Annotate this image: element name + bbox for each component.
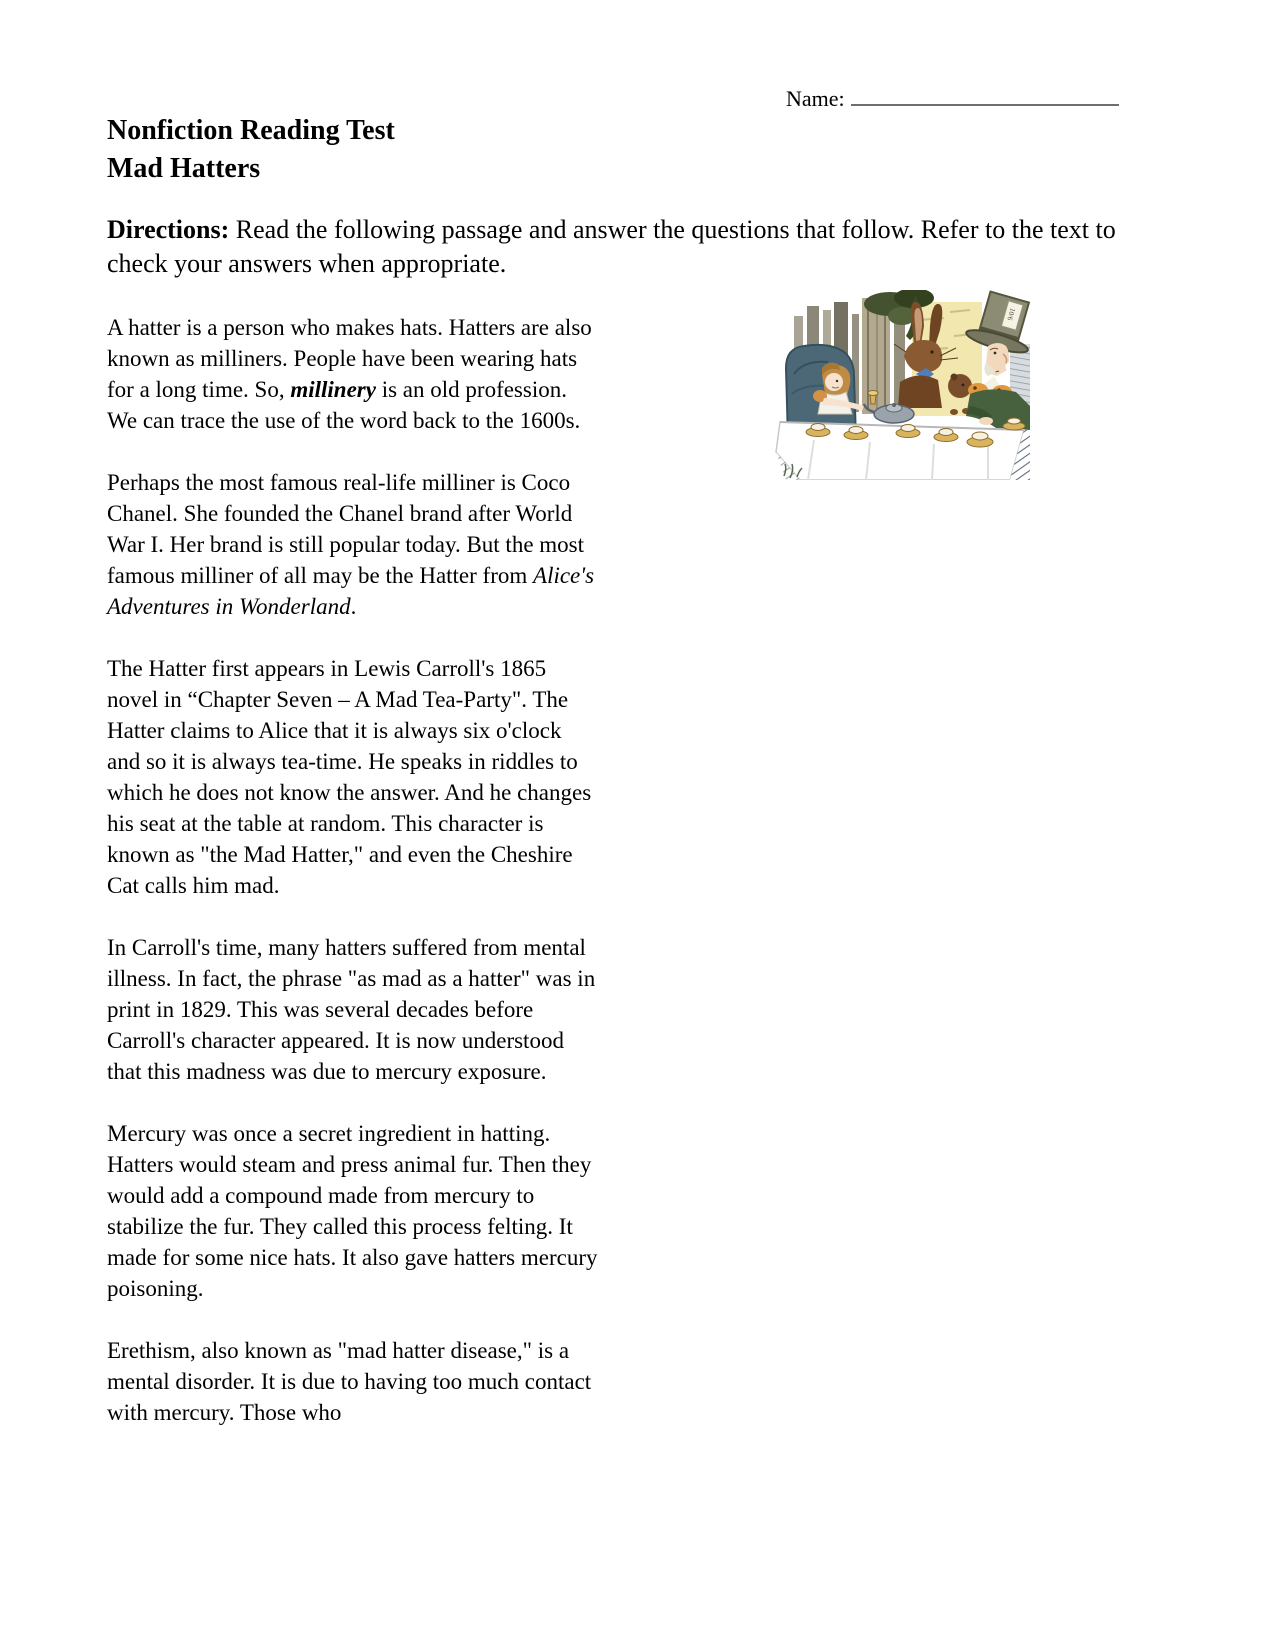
passage-column-left bbox=[107, 290, 599, 1428]
directions bbox=[107, 213, 1129, 281]
directions-text: Read the following passage and answer the questions that follow. Refer to the text to check your answers when appropriate. bbox=[107, 215, 1116, 278]
passage-text-segment: millinery bbox=[290, 377, 376, 402]
hat-price-tag: 10/6 bbox=[1005, 307, 1017, 322]
passage-text-segment: In Carroll's time, many hatters suffered from mental illness. In fact, the phrase "as mad as a hatter" was in print in 1829. This was several decades before Carroll's character appeared. It is now understood that this madness was due to mercury exposure. bbox=[107, 935, 596, 1084]
passage-text-segment: Alice's Adventures in Wonderland bbox=[107, 563, 595, 619]
mad-tea-party-illustration bbox=[773, 290, 1031, 480]
passage-columns bbox=[107, 290, 1112, 1428]
passage-paragraph bbox=[107, 1335, 599, 1428]
passage-paragraph bbox=[107, 467, 599, 622]
passage-text-segment: Mercury was once a secret ingredient in hatting. Hatters would steam and press animal fur. Then they would add a compound made from mercury to stabilize the fur. They called this process felting. It made for some nice hats. It also gave hatters mercury poisoning. bbox=[107, 1121, 598, 1301]
name-label: Name: bbox=[786, 86, 845, 111]
passage-text-segment: A hatter is a person who makes hats. Hatters are also known as milliners. People have been wearing hats for a long time. So, bbox=[107, 315, 592, 402]
name-row bbox=[786, 84, 1119, 112]
page-title-line1: Nonfiction Reading Test bbox=[107, 115, 395, 146]
passage-paragraph bbox=[107, 1118, 599, 1304]
passage-paragraph bbox=[107, 653, 599, 901]
passage-text-segment: The Hatter first appears in Lewis Carroll's 1865 novel in “Chapter Seven – A Mad Tea-Party". The Hatter claims to Alice that it is always six o'clock and so it is always tea-time. He speaks in riddles to which he does not know the answer. And he changes his seat at the table at random. This character is known as "the Mad Hatter," and even the Cheshire Cat calls him mad. bbox=[107, 656, 592, 898]
passage-text-segment: Erethism, also known as "mad hatter disease," is a mental disorder. It is due to having too much contact with mercury. Those who bbox=[107, 1338, 592, 1425]
page-title-line2: Mad Hatters bbox=[107, 153, 261, 184]
passage-paragraph bbox=[107, 312, 599, 436]
passage-text-segment: Perhaps the most famous real-life milliner is Coco Chanel. She founded the Chanel brand after World War I. Her brand is still popular today. But the most famous milliner of all may be the Hatter from bbox=[107, 470, 585, 588]
name-blank-field[interactable] bbox=[851, 84, 1119, 106]
passage-paragraph bbox=[107, 932, 599, 1087]
passage-text-segment: is an old profession. We can trace the use of the word back to the 1600s. bbox=[107, 377, 581, 433]
page-title bbox=[107, 112, 395, 188]
directions-label: Directions: bbox=[107, 215, 230, 244]
passage-text-segment: . bbox=[350, 594, 357, 619]
passage-column-right bbox=[617, 290, 1107, 498]
